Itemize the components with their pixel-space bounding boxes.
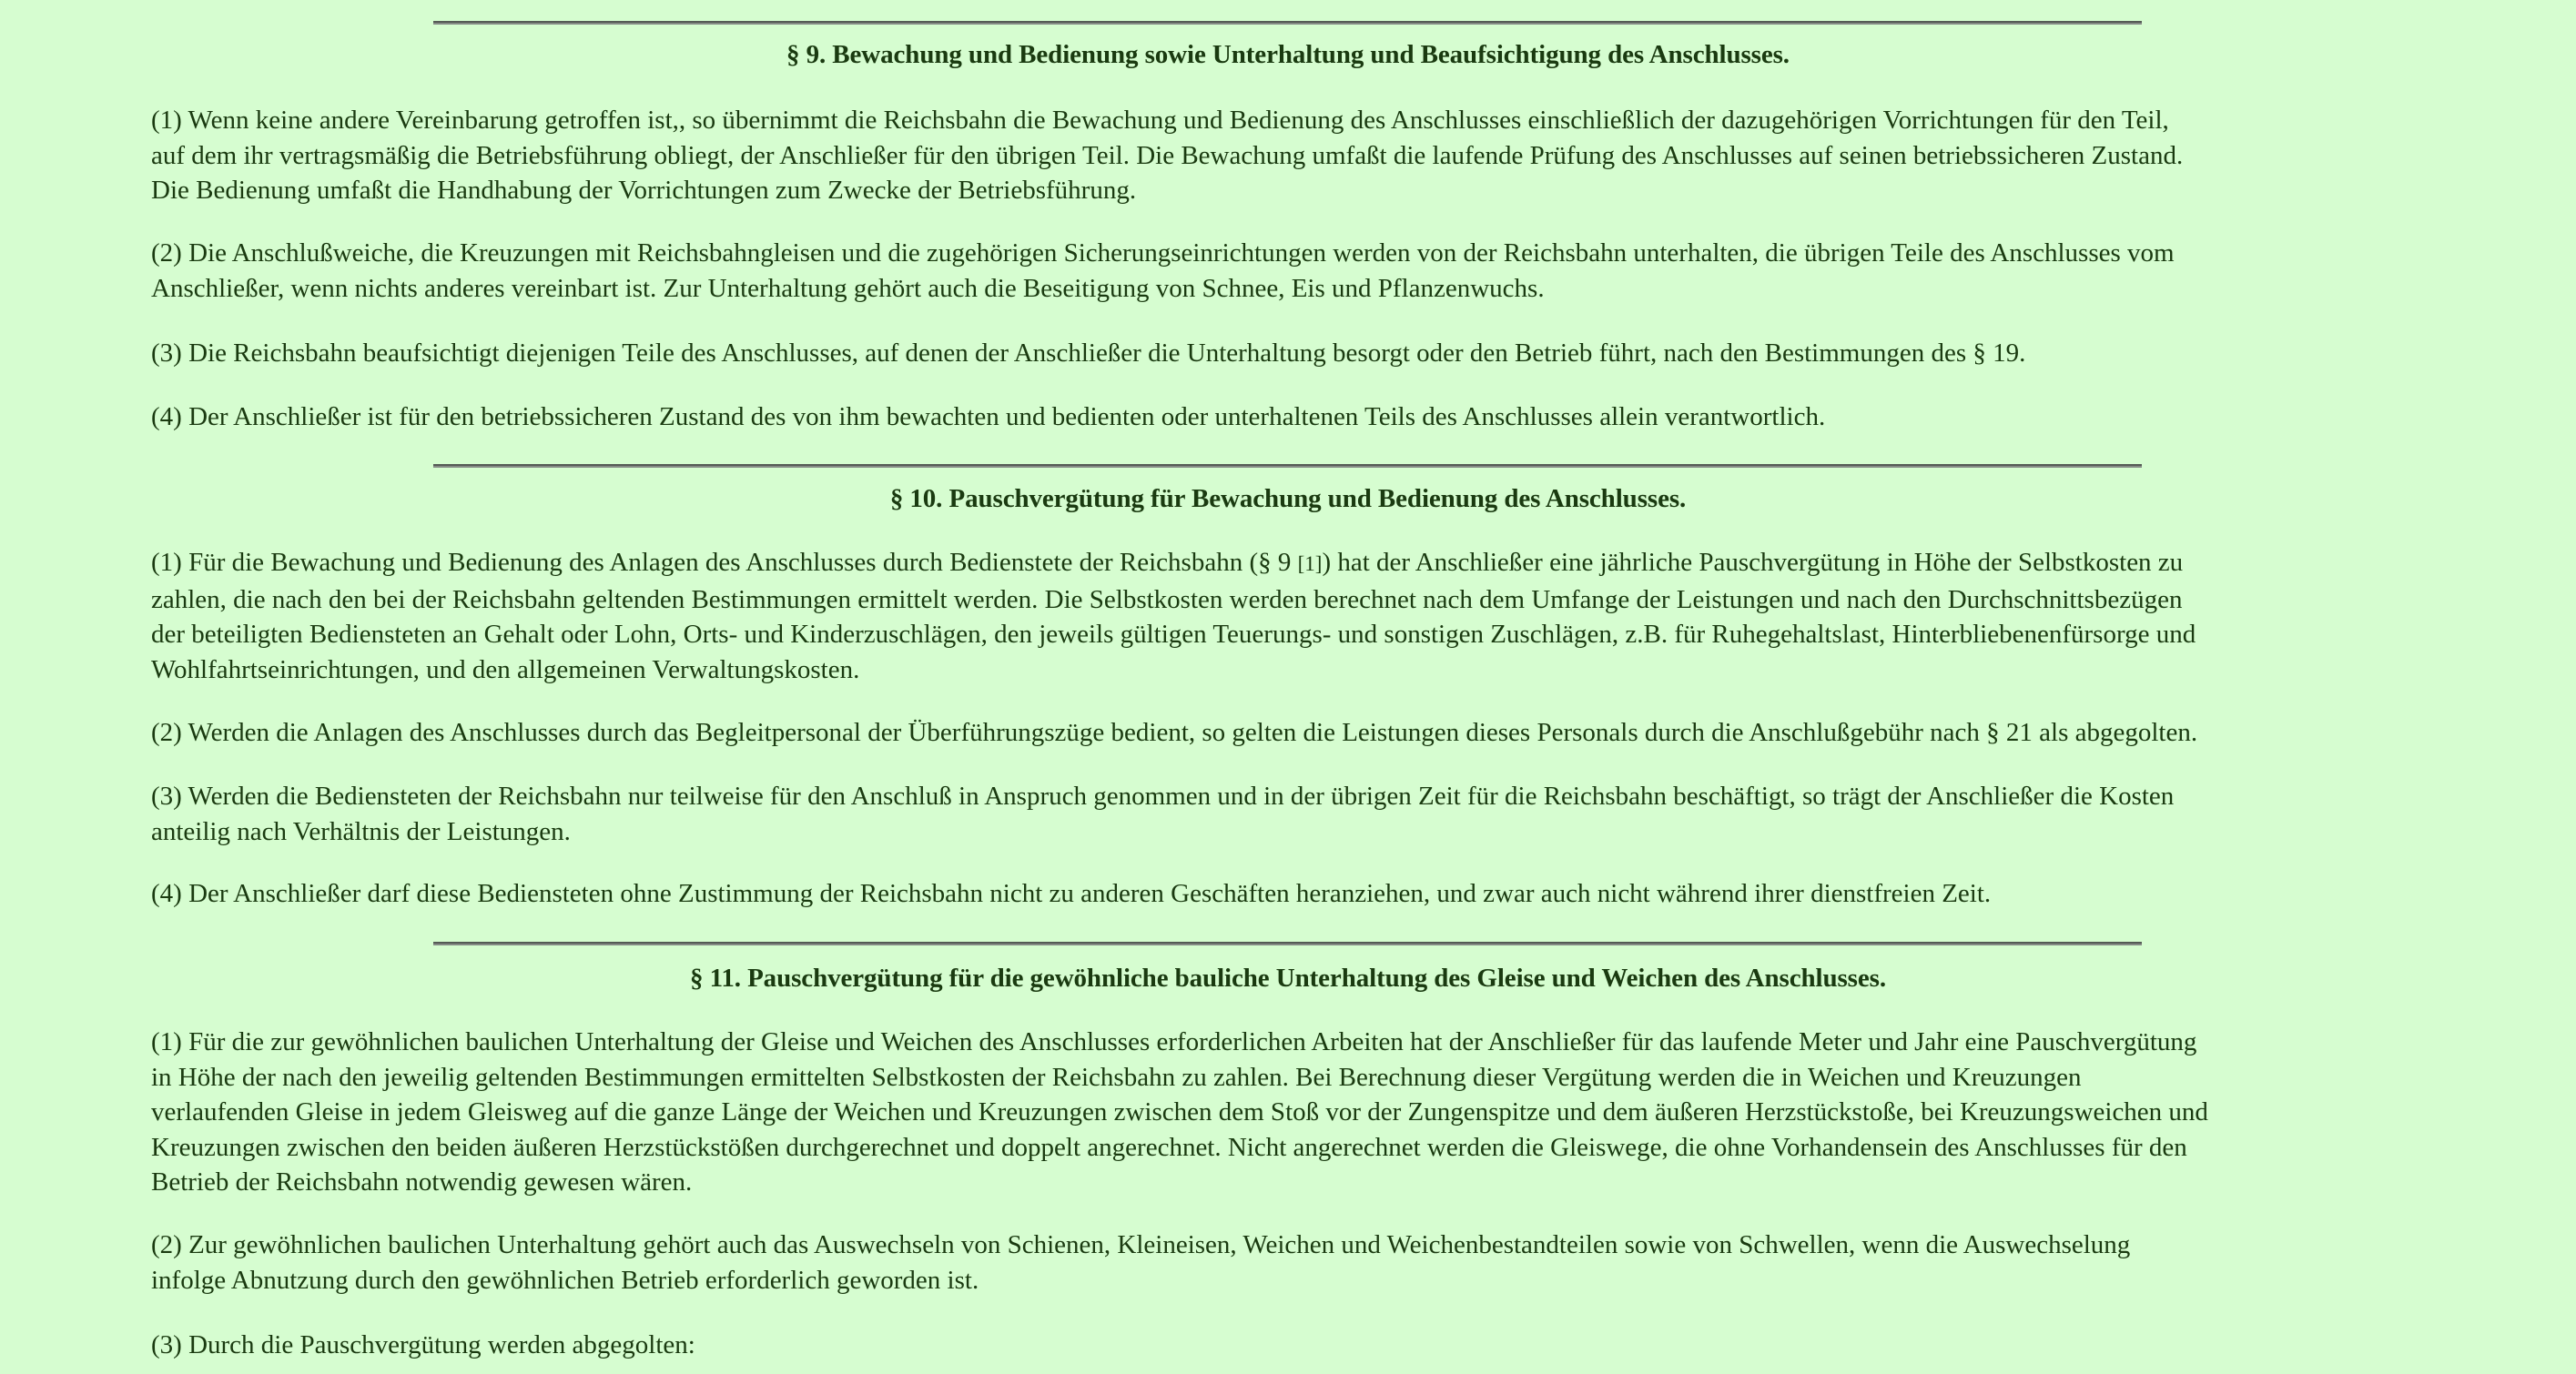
section-heading-11: § 11. Pauschvergütung für die gewöhnliche bauliche Unterhaltung des Gleise und Weichen des Anschlusses. (690, 964, 1886, 993)
paragraph-line: zahlen, die nach den bei der Reichsbahn geltenden Bestimmungen ermittelt werden. Die Selbstkosten werden berechnet nach dem Umfange der Leistungen und nach den Durchschnittsbezügen (151, 584, 2183, 614)
paragraph-line: Betrieb der Reichsbahn notwendig gewesen wären. (151, 1167, 693, 1197)
paragraph-10-1 (151, 545, 2427, 687)
paragraph-9-3 (151, 336, 2427, 371)
paragraph-line: (2) Zur gewöhnlichen baulichen Unterhaltung gehört auch das Auswechseln von Schienen, Kleineisen, Weichen und Weichenbestandteilen sowie von Schwellen, wenn die Auswechselung (151, 1230, 2131, 1259)
paragraph-11-1 (151, 1025, 2427, 1200)
paragraph-line: (3) Die Reichsbahn beaufsichtigt diejenigen Teile des Anschlusses, auf denen der Anschließer die Unterhaltung besorgt oder den Betrieb führt, nach den Bestimmungen des § 19. (151, 338, 2026, 368)
paragraph-line: (1) Wenn keine andere Vereinbarung getroffen ist,, so übernimmt die Reichsbahn die Bewachung und Bedienung des Anschlusses einschließlich der dazugehörigen Vorrichtungen für den Teil, (151, 106, 2169, 135)
paragraph-line: Die Bedienung umfaßt die Handhabung der Vorrichtungen zum Zwecke der Betriebsführung. (151, 176, 1137, 205)
paragraph-10-2 (151, 715, 2427, 751)
paragraph-line: (3) Werden die Bediensteten der Reichsbahn nur teilweise für den Anschluß in Anspruch genommen und in der übrigen Zeit für die Reichsbahn beschäftigt, so trägt der Anschließer die Kosten (151, 782, 2175, 811)
paragraph-line: Kreuzungen zwischen den beiden äußeren Herzstückstößen durchgerechnet und doppelt angerechnet. Nicht angerechnet werden die Gleiswege, die ohne Vorhandensein des Anschlusses für den (151, 1132, 2187, 1162)
paragraph-line: (4) Der Anschließer darf diese Bediensteten ohne Zustimmung der Reichsbahn nicht zu anderen Geschäften heranziehen, und zwar auch nicht während ihrer dienstfreien Zeit. (151, 879, 1992, 908)
section-heading-10: § 10. Pauschvergütung für Bewachung und Bedienung des Anschlusses. (889, 484, 1687, 513)
paragraph-9-4 (151, 399, 2427, 435)
section-divider (433, 942, 2142, 945)
paragraph-9-2 (151, 236, 2427, 306)
section-heading-9: § 9. Bewachung und Bedienung sowie Unterhaltung und Beaufsichtigung des Anschlusses. (786, 40, 1790, 69)
paragraph-10-3 (151, 779, 2427, 849)
paragraph-text: (1) Für die Bewachung und Bedienung des Anlagen des Anschlusses durch Bedienstete der Reichsbahn (§ 9 (151, 548, 1298, 577)
footnote-link[interactable]: [1] (1297, 552, 1323, 575)
section-divider (433, 464, 2142, 468)
paragraph-line: (4) Der Anschließer ist für den betriebssicheren Zustand des von ihm bewachten und bedienten oder unterhaltenen Teils des Anschlusses allein verantwortlich. (151, 402, 1826, 431)
paragraph-10-4 (151, 876, 2427, 912)
paragraph-line: (1) Für die zur gewöhnlichen baulichen Unterhaltung der Gleise und Weichen des Anschlusses erforderlichen Arbeiten hat der Anschließer für das laufende Meter und Jahr eine Pauschvergütung (151, 1027, 2197, 1056)
paragraph-line: (2) Werden die Anlagen des Anschlusses durch das Begleitpersonal der Überführungszüge bedient, so gelten die Leistungen dieses Personals durch die Anschlußgebühr nach § 21 als abgegolten. (151, 718, 2198, 747)
paragraph-line: in Höhe der nach den jeweilig geltenden Bestimmungen ermittelten Selbstkosten der Reichsbahn zu zahlen. Bei Berechnung dieser Vergütung werden die in Weichen und Kreuzungen (151, 1062, 2082, 1092)
section-divider (433, 21, 2142, 25)
paragraph-line: verlaufenden Gleise in jedem Gleisweg auf die ganze Länge der Weichen und Kreuzungen zwischen dem Stoß vor der Zungenspitze und dem äußeren Herzstückstoße, bei Kreuzungsweichen und (151, 1097, 2208, 1126)
paragraph-line (151, 545, 2427, 582)
paragraph-line: (3) Durch die Pauschvergütung werden abgegolten: (151, 1330, 695, 1359)
paragraph-11-3 (151, 1328, 2427, 1363)
paragraph-9-1 (151, 103, 2427, 208)
paragraph-line: Anschließer, wenn nichts anderes vereinbart ist. Zur Unterhaltung gehört auch die Beseitigung von Schnee, Eis und Pflanzenwuchs. (151, 273, 1545, 303)
paragraph-line: Wohlfahrtseinrichtungen, und den allgemeinen Verwaltungskosten. (151, 654, 860, 684)
paragraph-line: auf dem ihr vertragsmäßig die Betriebsführung obliegt, der Anschließer für den übrigen Teil. Die Bewachung umfaßt die laufende Prüfung des Anschlusses auf seinen betriebssicheren Zustand. (151, 140, 2184, 170)
paragraph-11-2 (151, 1228, 2427, 1298)
paragraph-line: infolge Abnutzung durch den gewöhnlichen Betrieb erforderlich geworden ist. (151, 1265, 979, 1295)
paragraph-line: der beteiligten Bediensteten an Gehalt oder Lohn, Orts- und Kinderzuschlägen, den jeweils gültigen Teuerungs- und sonstigen Zuschlägen, z.B. für Ruhegehaltslast, Hinterbliebenenfürsorge und (151, 620, 2196, 649)
paragraph-text: ) hat der Anschließer eine jährliche Pauschvergütung in Höhe der Selbstkosten zu (1322, 548, 2184, 577)
paragraph-line: (2) Die Anschlußweiche, die Kreuzungen mit Reichsbahngleisen und die zugehörigen Sicherungseinrichtungen werden von der Reichsbahn unterhalten, die übrigen Teile des Anschlusses vom (151, 238, 2175, 268)
paragraph-line: anteilig nach Verhältnis der Leistungen. (151, 816, 571, 846)
